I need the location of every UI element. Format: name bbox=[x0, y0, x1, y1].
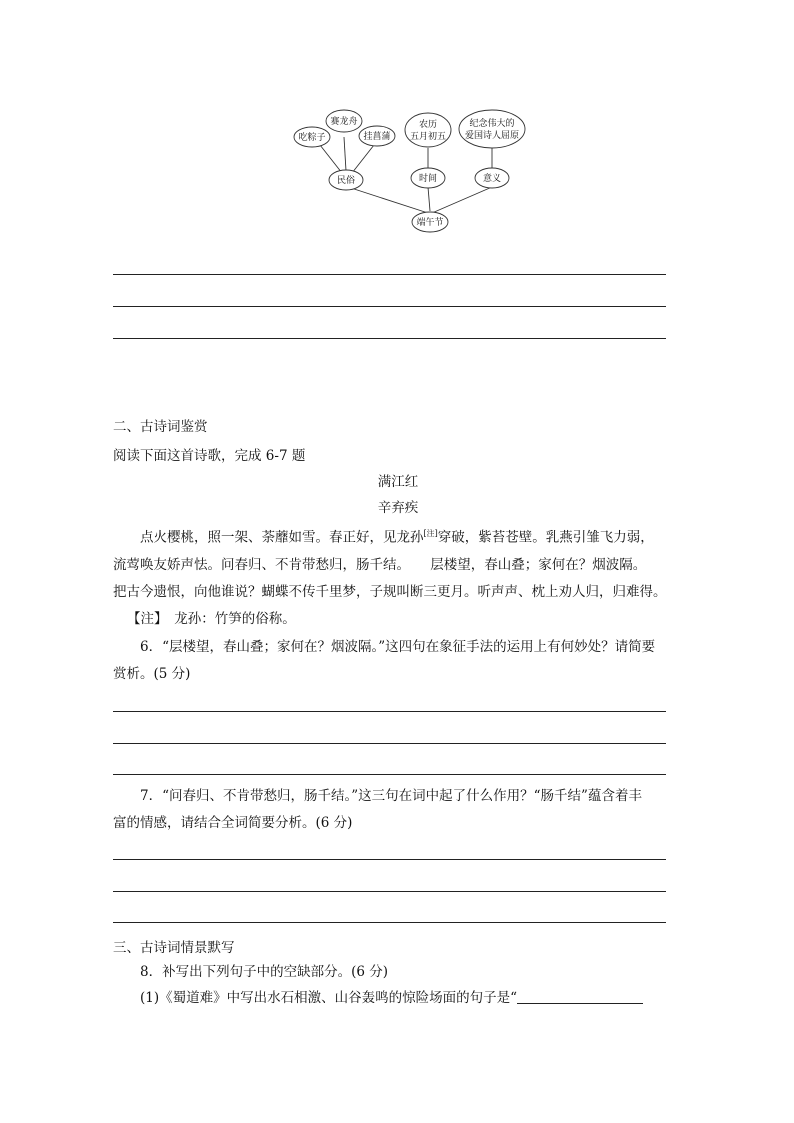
leaf-label-date-line2: 五月初五 bbox=[409, 132, 447, 142]
leaf-label-date-line1: 农历 bbox=[418, 120, 438, 130]
question-8-1: (1)《蜀道难》中写出水石相激、山谷轰鸣的惊险场面的句子是“ bbox=[140, 989, 643, 1007]
answer-line[interactable] bbox=[113, 306, 666, 307]
poem-line: 点火樱桃，照一架、荼蘼如雪。春正好，见龙孙 bbox=[140, 529, 424, 546]
festival-diagram bbox=[280, 105, 540, 235]
poem-body bbox=[113, 520, 683, 633]
leaf-label-zongzi: 吃粽子 bbox=[298, 133, 326, 143]
poem-line: 把古今遗恨，向他谁说？蝴蝶不传千里梦，子规叫断三更月。听声声、枕上劝人归，归难得。 bbox=[113, 583, 667, 600]
leaf-label-calamus: 挂菖蒲 bbox=[363, 132, 391, 142]
fill-blank[interactable] bbox=[517, 989, 643, 1004]
branch-label-time: 时间 bbox=[418, 174, 438, 184]
root-label: 端午节 bbox=[416, 218, 444, 228]
branch-label-folk: 民俗 bbox=[336, 176, 356, 186]
answer-line[interactable] bbox=[113, 711, 666, 712]
answer-line[interactable] bbox=[113, 743, 666, 744]
leaf-label-quyuan-line1: 纪念伟大的 bbox=[469, 119, 515, 129]
answer-line[interactable] bbox=[113, 859, 666, 860]
answer-line[interactable] bbox=[113, 891, 666, 892]
section-heading-poetry: 二、古诗词鉴赏 bbox=[113, 419, 208, 435]
question-6: 6．“层楼望，春山叠；家何在？烟波隔。”这四句在象征手法的运用上有何妙处？请简要 赏析。(5 分) bbox=[113, 639, 656, 682]
answer-line[interactable] bbox=[113, 922, 666, 923]
branch-label-meaning: 意义 bbox=[482, 174, 502, 184]
reading-instruction: 阅读下面这首诗歌，完成 6-7 题 bbox=[113, 448, 306, 464]
question-8: 8．补写出下列句子中的空缺部分。(6 分) bbox=[140, 964, 389, 980]
poem-line: 穿破，紫苔苍壁。乳燕引雏飞力弱， bbox=[437, 529, 654, 546]
note-marker: [注] bbox=[423, 529, 438, 538]
poem-author: 辛弃疾 bbox=[377, 500, 419, 516]
poem-note: 【注】 龙孙：竹笋的俗称。 bbox=[127, 610, 296, 627]
question-7: 7．“问春归、不肯带愁归，肠千结。”这三句在词中起了什么作用？“肠千结”蕴含着丰 富的情感，请结合全词简要分析。(6 分) bbox=[113, 788, 642, 831]
leaf-label-quyuan-line2: 爱国诗人屈原 bbox=[464, 131, 520, 141]
leaf-node-quyuan bbox=[459, 110, 525, 148]
answer-line[interactable] bbox=[113, 274, 666, 275]
section-heading-dictation: 三、古诗词情景默写 bbox=[113, 940, 235, 956]
answer-line[interactable] bbox=[113, 338, 666, 339]
leaf-label-dragonboat: 赛龙舟 bbox=[330, 117, 358, 127]
poem-title: 满江红 bbox=[377, 474, 419, 490]
poem-line: 流莺唤友娇声怯。问春归、不肯带愁归，肠千结。 层楼望，春山叠；家何在？烟波隔。 bbox=[113, 556, 647, 573]
answer-line[interactable] bbox=[113, 774, 666, 775]
